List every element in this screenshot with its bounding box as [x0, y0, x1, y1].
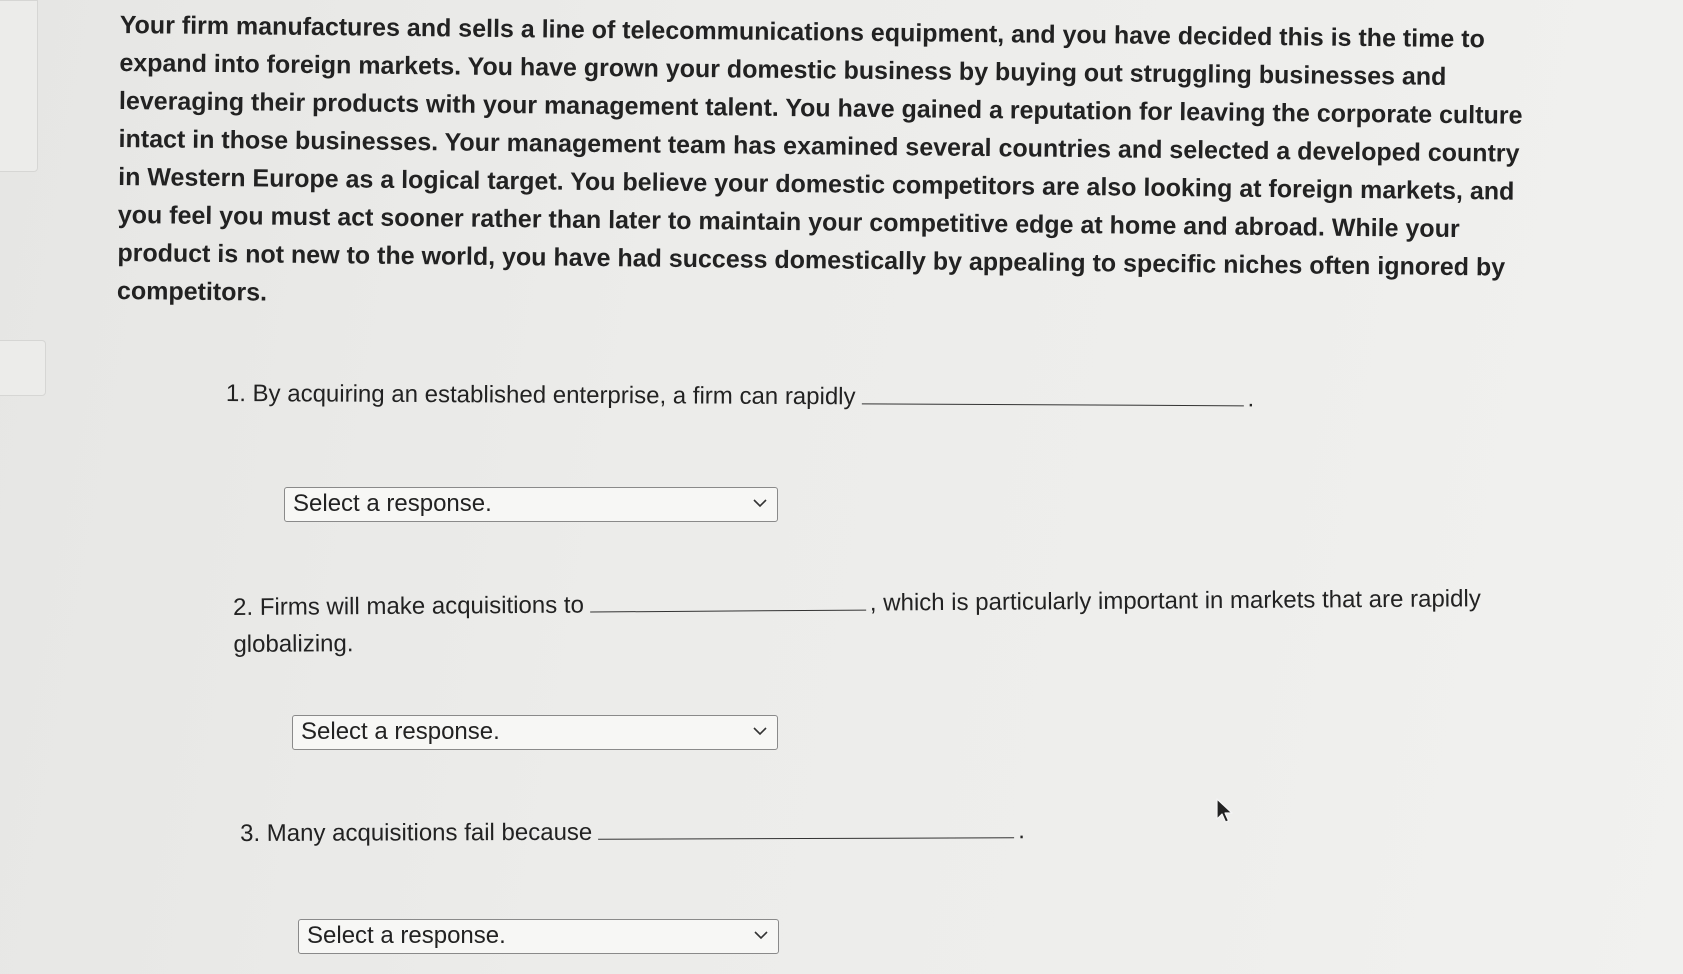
question-3-select-value: Select a response. — [307, 922, 506, 949]
chevron-down-icon — [751, 494, 769, 512]
question-2-text: 2. Firms will make acquisitions to — [233, 591, 584, 621]
question-1-select-value: Select a response. — [293, 490, 492, 517]
question-3 — [240, 812, 1140, 852]
question-1-blank — [862, 383, 1244, 406]
question-3-tail: . — [1018, 817, 1025, 845]
question-1 — [226, 375, 1376, 418]
mouse-pointer-icon — [1216, 798, 1234, 826]
question-1-text: 1. By acquiring an established enterprise, a firm can rapidly — [225, 379, 856, 411]
left-margin-tab — [0, 340, 46, 396]
question-2-select-value: Select a response. — [301, 718, 500, 745]
chevron-down-icon — [752, 926, 770, 944]
left-margin-panel — [0, 0, 38, 172]
question-3-blank — [598, 817, 1014, 839]
question-2 — [233, 580, 1533, 663]
question-2-response-select[interactable] — [292, 715, 778, 750]
question-2-blank — [590, 590, 866, 613]
chevron-down-icon — [751, 722, 769, 740]
question-1-response-select[interactable] — [284, 487, 778, 522]
question-2-tail: , which is particularly important in markets that are rapidly globalizing. — [233, 585, 1481, 658]
question-1-tail: . — [1247, 385, 1255, 413]
scenario-paragraph: Your firm manufactures and sells a line of telecommunications equipment, and you have decided this is the time to expand into foreign markets. You have grown your domestic business by buying out struggling businesses and leveraging their products with your management talent. You have gained a reputation for leaving the corporate culture intact in those businesses. Your management team has examined several countries and selected a developed country in Western Europe as a logical target. You believe your domestic competitors are also looking at foreign markets, and you feel you must act sooner rather than later to maintain your competitive edge at home and abroad. While your product is not new to the world, you have had success domestically by appealing to specific niches often ignored by competitors. — [116, 10, 1523, 307]
question-3-response-select[interactable] — [298, 919, 779, 954]
question-3-text: 3. Many acquisitions fail because — [240, 818, 593, 847]
